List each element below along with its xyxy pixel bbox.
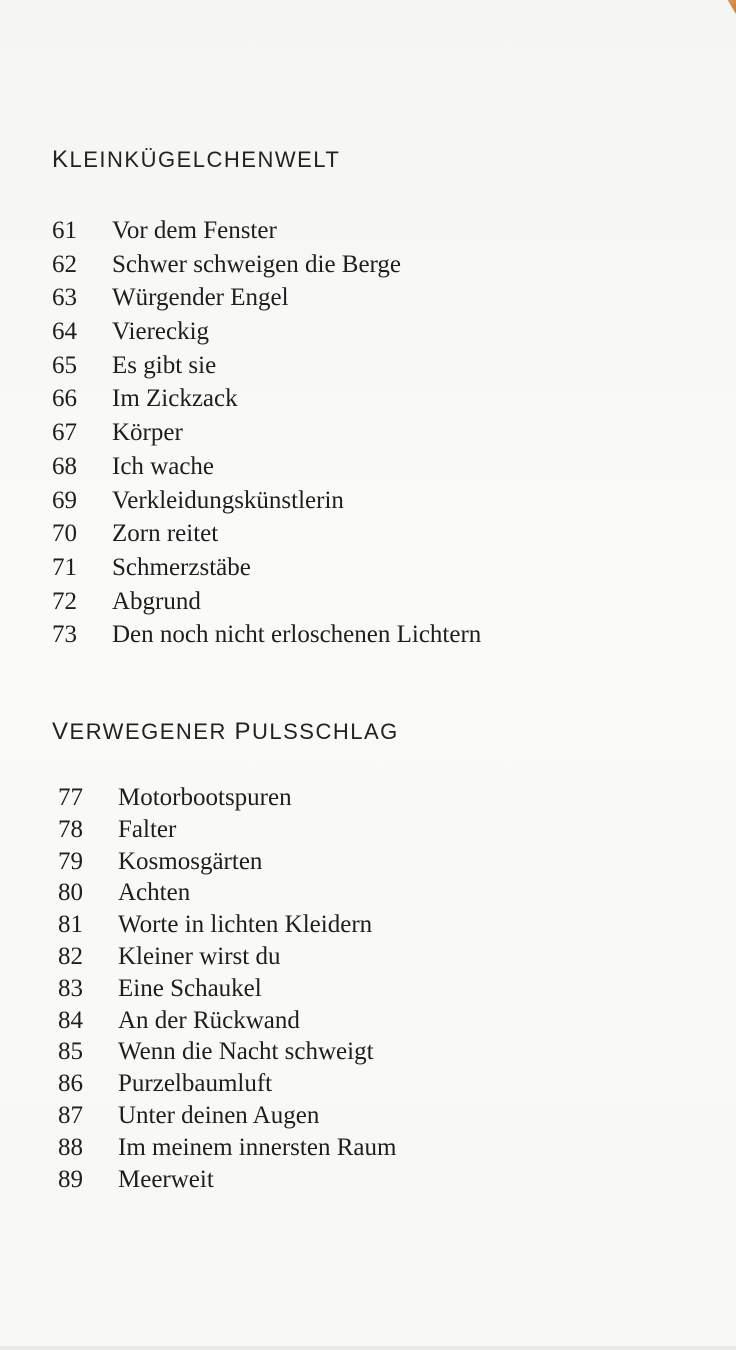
page-number: 80 <box>58 879 83 907</box>
page-number: 71 <box>52 553 77 581</box>
entry-title: Falter <box>118 815 177 843</box>
page-number: 86 <box>58 1070 83 1098</box>
toc-entry <box>58 973 396 1005</box>
toc-entry <box>58 1005 396 1037</box>
toc-entry <box>52 450 481 484</box>
page-number: 61 <box>52 217 77 244</box>
toc-entry <box>58 846 396 878</box>
entry-title: Abgrund <box>112 587 201 615</box>
page-number: 72 <box>52 587 77 615</box>
entry-title: Im meinem innersten Raum <box>118 1133 397 1161</box>
toc-entry <box>58 941 396 973</box>
toc-entry <box>52 315 481 349</box>
page-number: 73 <box>52 621 77 649</box>
entry-title: Schwer schweigen die Berge <box>112 250 402 278</box>
entry-title: Es gibt sie <box>112 351 217 379</box>
page-number: 81 <box>58 911 83 939</box>
heading-initial: K <box>52 146 70 173</box>
entry-title: Unter deinen Augen <box>118 1101 320 1129</box>
toc-entry <box>58 1036 396 1068</box>
entry-title: Im Zickzack <box>112 385 238 413</box>
toc-entry <box>52 484 481 518</box>
page-number: 67 <box>52 419 77 447</box>
page-number: 63 <box>52 284 77 312</box>
toc-entry <box>58 877 396 909</box>
toc-entry <box>52 349 481 383</box>
entry-title: Kosmosgärten <box>118 847 263 875</box>
page-number: 82 <box>58 942 83 970</box>
entry-title: Purzelbaumluft <box>118 1070 273 1098</box>
page-number: 79 <box>58 847 83 875</box>
toc-entry <box>58 909 396 941</box>
toc-entry <box>58 1164 396 1196</box>
page-number: 78 <box>58 815 83 843</box>
toc-entry <box>52 416 481 450</box>
toc-entry <box>58 814 396 846</box>
heading-rest: LEINKÜGELCHENWELT <box>69 147 341 172</box>
page-corner-mark <box>724 0 736 14</box>
entry-title: Meerweit <box>118 1165 214 1193</box>
heading-initial-2: P <box>234 718 252 745</box>
toc-entry <box>52 517 481 551</box>
entry-title: Viereckig <box>112 318 210 346</box>
entry-title: An der Rückwand <box>118 1006 300 1034</box>
page-number: 70 <box>52 520 77 548</box>
entry-title: Den noch nicht erloschenen Lichtern <box>112 621 482 649</box>
page-number: 77 <box>58 784 83 811</box>
entry-title: Wenn die Nacht schweigt <box>118 1038 374 1066</box>
page-number: 85 <box>58 1038 83 1066</box>
entry-title: Achten <box>118 879 191 907</box>
toc-entry <box>52 585 481 619</box>
heading-initial: V <box>52 718 70 745</box>
page-number: 84 <box>58 1006 83 1034</box>
page-number: 62 <box>52 250 77 278</box>
page-number: 83 <box>58 974 83 1002</box>
page-number: 69 <box>52 486 77 514</box>
heading-rest: ERWEGENER <box>69 719 235 744</box>
entry-title: Zorn reitet <box>112 520 219 548</box>
page-number: 64 <box>52 318 77 346</box>
entry-title: Körper <box>112 419 183 447</box>
section-heading-kleinkuegelchenwelt <box>52 146 340 174</box>
page-number: 66 <box>52 385 77 413</box>
toc-entry <box>58 1100 396 1132</box>
page-number: 89 <box>58 1165 83 1193</box>
toc-entry <box>52 248 481 282</box>
entry-title: Kleiner wirst du <box>118 942 281 970</box>
toc-entry <box>52 551 481 585</box>
toc-list-section-1 <box>52 214 481 652</box>
section-heading-verwegener-pulsschlag <box>52 718 399 746</box>
heading-rest-2: ULSSCHLAG <box>251 719 399 744</box>
toc-entry <box>52 618 481 652</box>
page-number: 87 <box>58 1101 83 1129</box>
entry-title: Schmerzstäbe <box>112 553 251 581</box>
entry-title: Worte in lichten Kleidern <box>118 911 373 939</box>
entry-title: Eine Schaukel <box>118 974 262 1002</box>
page-number: 68 <box>52 452 77 480</box>
entry-title: Vor dem Fenster <box>112 217 277 244</box>
toc-entry <box>58 782 396 814</box>
toc-entry <box>58 1132 396 1164</box>
toc-entry <box>58 1068 396 1100</box>
page-bottom-edge <box>0 1346 736 1350</box>
entry-title: Verkleidungskünstlerin <box>112 486 344 514</box>
toc-entry <box>52 214 481 248</box>
toc-list-section-2 <box>58 782 396 1195</box>
page-number: 88 <box>58 1133 83 1161</box>
entry-title: Motorbootspuren <box>118 784 292 811</box>
page-number: 65 <box>52 351 77 379</box>
toc-entry <box>52 281 481 315</box>
entry-title: Ich wache <box>112 452 215 480</box>
entry-title: Würgender Engel <box>112 284 289 312</box>
toc-entry <box>52 382 481 416</box>
